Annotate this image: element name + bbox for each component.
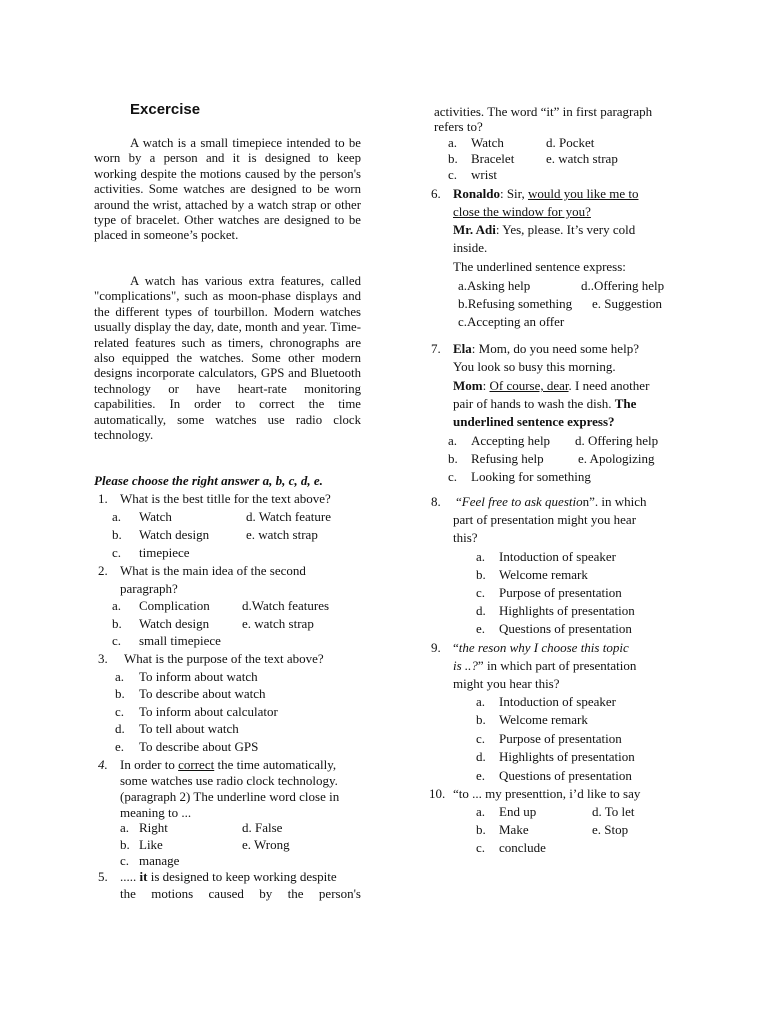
question-text: [453, 639, 629, 657]
option-b: Welcome remark: [499, 567, 588, 582]
question-text: What is the purpose of the text above?: [124, 651, 324, 666]
option-a: Intoduction of speaker: [499, 694, 616, 709]
passage-paragraph-2: A watch has various extra features, called "complications", such as moon-phase displays and the different types of tourbillon. Modern watches usually display the day, date, month and year. Time-related features such as timers, chronographs are also equipped the watches. Some other modern designs incorporate calculators, GPS and Bluetooth technology or have heart-rate monitoring capabilities. In order to correct the time automatically, some watches use radio clock technology.: [94, 274, 361, 443]
question-number: 8.: [431, 494, 441, 509]
text-segment: the time automatically,: [214, 757, 337, 772]
option-label: c.: [448, 469, 458, 484]
text-segment: “: [456, 494, 462, 509]
instruction: Please choose the right answer a, b, c, d, e.: [94, 473, 323, 488]
option-label: c.: [112, 633, 122, 648]
option-c: To inform about calculator: [139, 704, 278, 719]
text-segment: :: [482, 378, 490, 393]
option-label: b.: [112, 527, 122, 542]
option-label: b.: [476, 567, 486, 582]
option-e: e. Stop: [592, 822, 629, 837]
option-b: b.Refusing something: [458, 296, 573, 311]
option-b: Welcome remark: [499, 712, 588, 727]
option-a: Intoduction of speaker: [499, 549, 616, 564]
option-label: b.: [120, 837, 130, 852]
question-number: 10.: [429, 786, 446, 801]
option-c: Looking for something: [471, 469, 591, 484]
option-label: a.: [120, 820, 130, 835]
option-c: manage: [139, 853, 180, 868]
question-text: [120, 868, 337, 886]
option-label: a.: [112, 598, 122, 613]
text-segment: .....: [120, 869, 140, 884]
question-text: What is the best titlle for the text above?: [120, 491, 331, 506]
option-d: d..Offering help: [581, 278, 665, 293]
option-label: b.: [476, 822, 486, 837]
question-number: 9.: [431, 640, 441, 655]
option-label: d.: [476, 749, 486, 764]
option-a: Right: [139, 820, 168, 835]
question-text: paragraph?: [120, 581, 178, 596]
text-segment: n”. in which: [582, 494, 647, 509]
question-text: The underlined sentence express:: [453, 259, 626, 274]
option-d: Highlights of presentation: [499, 749, 635, 764]
option-e: Questions of presentation: [499, 621, 632, 636]
question-text: underlined sentence express?: [453, 414, 615, 429]
option-d: d. False: [242, 820, 283, 835]
question-number: 5.: [98, 869, 108, 884]
option-b: Bracelet: [471, 151, 515, 166]
speaker-name: Ela: [453, 341, 472, 356]
quoted-phrase: the reson why I choose this topic: [458, 640, 629, 655]
option-label: d.: [115, 721, 125, 736]
option-c: small timepiece: [139, 633, 221, 648]
option-d: To tell about watch: [139, 721, 239, 736]
speaker-name: Mr. Adi: [453, 222, 496, 237]
option-label: c.: [448, 167, 458, 182]
question-number: 7.: [431, 341, 441, 356]
question-text: this?: [453, 530, 478, 545]
question-number: 6.: [431, 186, 441, 201]
passage-paragraph-1: A watch is a small timepiece intended to be worn by a person and it is designed to keep working despite the motions caused by the person's activities. Some watches are designed to be worn around the wrist, attached by a watch strap or other type of bracelet. Other watches are designed to be placed in someone’s pocket.: [94, 136, 361, 243]
option-label: c.: [115, 704, 125, 719]
option-e: e. Wrong: [242, 837, 290, 852]
option-c: timepiece: [139, 545, 190, 560]
speaker-name: Mom: [453, 378, 483, 393]
question-text: (paragraph 2) The underline word close in: [120, 789, 340, 804]
option-a: Watch: [471, 135, 504, 150]
question-text: refers to?: [434, 119, 483, 134]
option-e: Questions of presentation: [499, 768, 632, 783]
question-text: “to ... my presenttion, i’d like to say: [453, 786, 641, 801]
quoted-phrase: Feel free to ask questio: [461, 494, 583, 509]
dialogue-line: [453, 395, 636, 413]
option-d: d.Watch features: [242, 598, 330, 613]
option-b: Like: [139, 837, 163, 852]
question-text: [453, 657, 636, 675]
speaker-name: Ronaldo: [453, 186, 500, 201]
question-number: 3.: [98, 651, 108, 666]
dialogue-line: [453, 221, 635, 239]
option-label: c.: [112, 545, 122, 560]
question-number: 2.: [98, 563, 108, 578]
option-a: To inform about watch: [139, 669, 258, 684]
option-label: b.: [448, 151, 458, 166]
option-label: a.: [115, 669, 125, 684]
option-e: To describe about GPS: [139, 739, 259, 754]
option-label: c.: [476, 585, 486, 600]
option-c: conclude: [499, 840, 546, 855]
text-segment: In order to: [120, 757, 179, 772]
option-b: Make: [499, 822, 529, 837]
option-a: Complication: [139, 598, 210, 613]
dialogue-line: [453, 185, 638, 203]
text-segment: ” in which part of presentation: [477, 658, 637, 673]
underlined-text: would you like me to: [527, 186, 639, 201]
option-e: e. watch strap: [246, 527, 318, 542]
option-a: End up: [499, 804, 537, 819]
option-label: d.: [476, 603, 486, 618]
option-label: a.: [448, 135, 458, 150]
option-b: Refusing help: [471, 451, 544, 466]
option-c: Purpose of presentation: [499, 731, 622, 746]
quoted-phrase: is ..?: [453, 658, 478, 673]
option-c: wrist: [471, 167, 497, 182]
underlined-text: close the window for you?: [453, 204, 591, 219]
question-text: might you hear this?: [453, 676, 560, 691]
question-text: activities. The word “it” in first paragraph: [434, 104, 653, 119]
option-label: a.: [476, 804, 486, 819]
option-label: c.: [476, 840, 486, 855]
option-label: a.: [476, 549, 486, 564]
option-a: Accepting help: [471, 433, 551, 448]
text-segment: “: [453, 640, 459, 655]
option-e: e. watch strap: [242, 616, 314, 631]
question-text: meaning to ...: [120, 805, 192, 820]
question-text: [456, 493, 647, 511]
underlined-word: correct: [178, 757, 215, 772]
bold-word: it: [139, 869, 148, 884]
option-label: e.: [476, 768, 486, 783]
option-d: d. Offering help: [575, 433, 659, 448]
option-b: Watch design: [139, 527, 210, 542]
option-e: e. Apologizing: [578, 451, 655, 466]
option-a: Watch: [139, 509, 172, 524]
text-segment: : Yes, please. It’s very cold: [495, 222, 636, 237]
page-title: Excercise: [130, 101, 201, 118]
option-d: Highlights of presentation: [499, 603, 635, 618]
option-c: Purpose of presentation: [499, 585, 622, 600]
text-segment: : Sir,: [499, 186, 528, 201]
text-segment: : Mom, do you need some help?: [471, 341, 639, 356]
question-text: some watches use radio clock technology.: [120, 773, 338, 788]
text-segment: pair of hands to wash the dish.: [453, 396, 615, 411]
underlined-text: Of course, dear: [489, 378, 569, 393]
option-label: b.: [115, 686, 125, 701]
option-d: d. Watch feature: [246, 509, 331, 524]
option-label: e.: [476, 621, 486, 636]
option-label: a.: [476, 694, 486, 709]
option-e: e. Suggestion: [592, 296, 663, 311]
option-d: d. To let: [592, 804, 635, 819]
text-segment: . I need another: [568, 378, 650, 393]
question-text: What is the main idea of the second: [120, 563, 306, 578]
dialogue-line: [453, 340, 639, 358]
option-c: c.Accepting an offer: [458, 314, 565, 329]
dialogue-line: inside.: [453, 240, 488, 255]
text-segment: is designed to keep working despite: [147, 869, 337, 884]
option-label: a.: [112, 509, 122, 524]
option-b: Watch design: [139, 616, 210, 631]
option-d: d. Pocket: [546, 135, 595, 150]
option-label: b.: [448, 451, 458, 466]
option-label: c.: [476, 731, 486, 746]
option-label: c.: [120, 853, 130, 868]
question-text: part of presentation might you hear: [453, 512, 637, 527]
option-b: To describe about watch: [139, 686, 266, 701]
option-label: e.: [115, 739, 125, 754]
option-e: e. watch strap: [546, 151, 618, 166]
dialogue-line: [453, 377, 649, 395]
option-label: b.: [476, 712, 486, 727]
bold-text: The: [614, 396, 637, 411]
question-text: the motions caused by the person's: [120, 886, 361, 901]
question-number: 4.: [98, 757, 108, 772]
option-label: a.: [448, 433, 458, 448]
dialogue-line: You look so busy this morning.: [453, 359, 616, 374]
option-a: a.Asking help: [458, 278, 531, 293]
option-label: b.: [112, 616, 122, 631]
question-number: 1.: [98, 491, 108, 506]
